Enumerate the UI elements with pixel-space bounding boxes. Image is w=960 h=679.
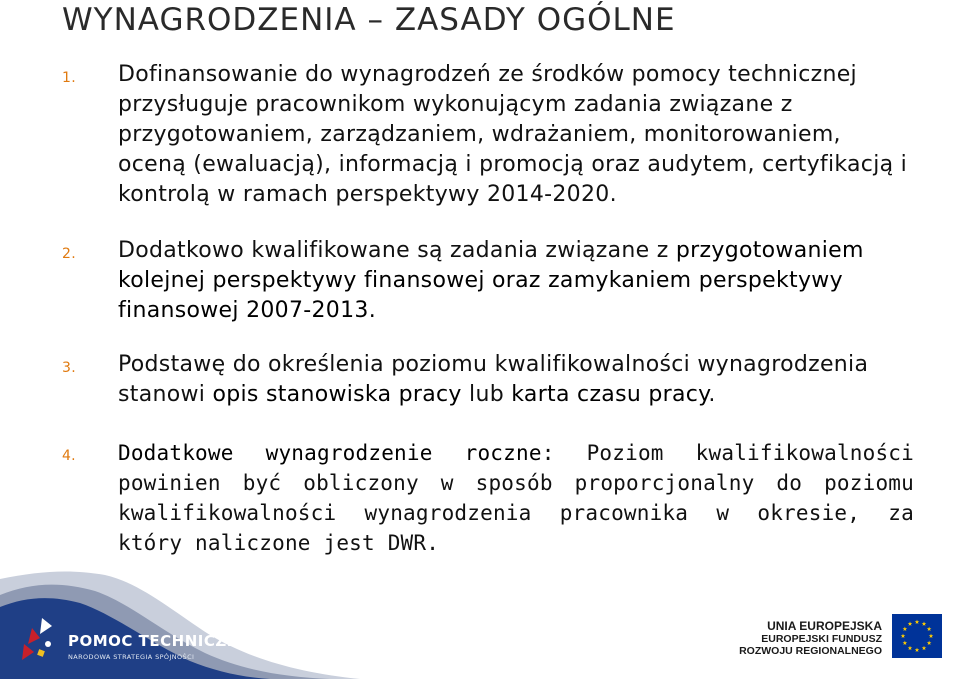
list-item-4 [62, 438, 914, 558]
item-text-part: . [708, 382, 716, 407]
item-text-highlight: przygotowaniem kolejnej perspektywy finansowej oraz zamykaniem perspektywy finansowej 2007-2013. [118, 238, 864, 323]
eu-caption [739, 620, 882, 658]
item-text-part: Dodatkowo kwalifikowane są zadania związane z [118, 238, 676, 263]
item-number: 1. [62, 70, 76, 86]
item-text [118, 236, 914, 326]
item-text: Dofinansowanie do wynagrodzeń ze środków pomocy technicznej przysługuje pracownikom wykonującym zadania związane z przygotowaniem, zarządzaniem, wdrażaniem, monitorowaniem, oceną (ewaluacją), informacją i promocją oraz audytem, certyfikacją i kontrolą w ramach perspektywy 2014-2020. [118, 62, 908, 207]
eu-flag-icon [892, 614, 942, 658]
item-text-part: : Poziom kwalifikowalności powinien być obliczony w sposób proporcjonalny do poziomu kwalifikowalności wynagrodzenia pracownika w okresie, za który naliczone jest DWR. [118, 441, 914, 555]
item-text-part: Podstawę do określenia poziomu kwalifikowalności wynagrodzenia stanowi [118, 352, 869, 407]
item-text [118, 350, 914, 410]
eu-line-1: UNIA EUROPEJSKA [767, 619, 882, 633]
item-text-part: lub [461, 382, 512, 407]
list-item-1 [62, 60, 914, 210]
item-text-highlight: Dodatkowe wynagrodzenie roczne [118, 441, 542, 465]
item-number: 4. [62, 448, 76, 464]
logo-subtitle: NARODOWA STRATEGIA SPÓJNOŚCI [68, 653, 195, 661]
item-text [118, 438, 914, 558]
slide-title: WYNAGRODZENIA – ZASADY OGÓLNE [62, 2, 676, 38]
eu-line-2: EUROPEJSKI FUNDUSZ [761, 632, 882, 645]
item-number: 3. [62, 360, 76, 376]
item-text-highlight: karta czasu pracy [511, 382, 709, 407]
logo-title: POMOC TECHNICZNA [68, 632, 252, 650]
item-text-highlight: opis stanowiska pracy [212, 382, 462, 407]
list-item-3 [62, 350, 914, 410]
eu-line-3: ROZWOJU REGIONALNEGO [739, 645, 882, 657]
item-number: 2. [62, 246, 76, 262]
list-item-2 [62, 236, 914, 326]
